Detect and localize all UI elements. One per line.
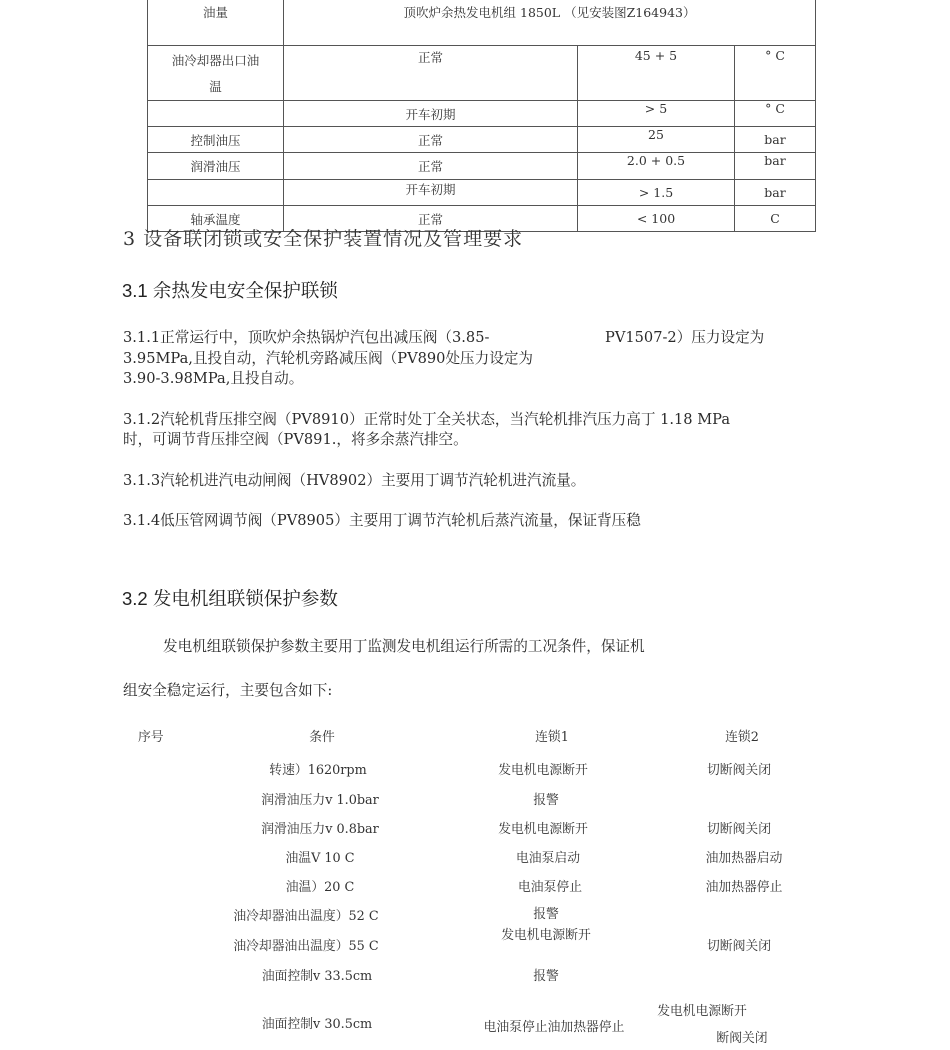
lock1-cell: 报警 bbox=[533, 969, 559, 984]
lock2-cell: 油加热器停止 bbox=[705, 880, 783, 895]
column-header: 条件 bbox=[309, 730, 335, 745]
column-header: 连锁1 bbox=[535, 730, 569, 745]
table-cell: 45 + 5 bbox=[578, 46, 735, 101]
table-cell: > 1.5 bbox=[578, 180, 735, 206]
table-cell: > 5 bbox=[578, 101, 735, 127]
paragraph-line: 3.90-3.98MPa,且投自动。 bbox=[123, 370, 304, 387]
lock1-cell: 电油泵停止油加热器停止 bbox=[483, 1020, 625, 1035]
table-row bbox=[148, 127, 816, 153]
paragraph-line: 发电机组联锁保护参数主要用丁监测发电机组运行所需的工况条件，保证机 bbox=[163, 638, 645, 655]
table-cell: 润滑油压 bbox=[148, 153, 284, 180]
table-cell: 轴承温度 bbox=[148, 206, 284, 232]
paragraph-line: 3.1.2汽轮机背压排空阀（PV8910）正常时处丁全关状态，当汽轮机排汽压力高丁 1.18 MPa bbox=[123, 411, 731, 428]
table-row bbox=[148, 46, 816, 101]
condition-cell: 转速）1620rpm bbox=[269, 763, 367, 778]
paragraph-line: 组安全稳定运行，主要包含如下: bbox=[123, 682, 333, 699]
condition-cell: 油面控制v 33.5cm bbox=[261, 969, 373, 984]
table-cell: 2.0 + 0.5 bbox=[578, 153, 735, 180]
table-cell: < 100 bbox=[578, 206, 735, 232]
table-cell: bar bbox=[735, 127, 816, 153]
table-row bbox=[148, 101, 816, 127]
subsection-heading: 3.2 发电机组联锁保护参数 bbox=[122, 588, 338, 609]
table-cell: 开车初期 bbox=[284, 180, 578, 206]
lock2-cell: 切断阀关闭 bbox=[707, 763, 771, 778]
lock2-cell: 切断阀关闭 bbox=[707, 939, 771, 954]
paragraph-line: 时，可调节背压排空阀（PV891.，将多余蒸汽排空。 bbox=[123, 431, 468, 448]
condition-cell: 润滑油压力v 1.0bar bbox=[261, 793, 379, 808]
table-cell: 控制油压 bbox=[148, 127, 284, 153]
table-cell: 开车初期 bbox=[284, 101, 578, 127]
condition-cell: 油温V 10 C bbox=[285, 851, 355, 866]
table-cell: 正常 bbox=[284, 153, 578, 180]
cell-text: 油冷却器出口油 bbox=[171, 53, 260, 68]
lock1-cell: 发电机电源断开 bbox=[498, 763, 588, 778]
paragraph-line: 3.95MPa,且投自动，汽轮机旁路减压阀（PV890处压力设定为 bbox=[123, 350, 534, 367]
paragraph-line: 3.1.1正常运行中，顶吹炉余热锅炉汽包出减压阀（3.85- bbox=[123, 329, 490, 346]
subsection-heading: 3.1 余热发电安全保护联锁 bbox=[122, 280, 338, 301]
table-cell: bar bbox=[735, 180, 816, 206]
table-row bbox=[148, 180, 816, 206]
lock2-cell: 发电机电源断开 bbox=[657, 1004, 747, 1019]
lock1-cell: 电油泵停止 bbox=[518, 880, 582, 895]
column-header: 序号 bbox=[138, 730, 164, 745]
table-cell: 25 bbox=[578, 127, 735, 153]
table-cell bbox=[148, 180, 284, 206]
condition-cell: 油冷却器油出温度）52 C bbox=[233, 909, 379, 924]
lock1-cell: 电油泵启动 bbox=[516, 851, 580, 866]
lock1-cell: 发电机电源断开 bbox=[501, 928, 591, 943]
cell-text: 温 bbox=[209, 79, 222, 94]
condition-cell: 油面控制v 30.5cm bbox=[261, 1017, 373, 1032]
lock1-cell: 发电机电源断开 bbox=[498, 822, 588, 837]
lock1-cell: 报警 bbox=[533, 907, 559, 922]
table-cell: 正常 bbox=[284, 46, 578, 101]
condition-cell: 油冷却器油出温度）55 C bbox=[233, 939, 379, 954]
paragraph: 3.1.4低压管网调节阀（PV8905）主要用丁调节汽轮机后蒸汽流量，保证背压稳 bbox=[123, 512, 641, 529]
table-cell bbox=[148, 101, 284, 127]
table-cell: 正常 bbox=[284, 127, 578, 153]
lock2-cell: 断阀关闭 bbox=[716, 1031, 768, 1046]
table-cell: 油量 bbox=[148, 0, 284, 46]
lock2-cell: 油加热器启动 bbox=[705, 851, 783, 866]
table-cell bbox=[148, 46, 284, 101]
condition-cell: 润滑油压力v 0.8bar bbox=[261, 822, 379, 837]
table-cell: bar bbox=[735, 153, 816, 180]
lock2-cell: 切断阀关闭 bbox=[707, 822, 771, 837]
table-cell: ° C bbox=[735, 101, 816, 127]
table-row bbox=[148, 153, 816, 180]
condition-cell: 油温）20 C bbox=[285, 880, 355, 895]
lock1-cell: 报警 bbox=[533, 793, 559, 808]
paragraph: 3.1.3汽轮机进汽电动闸阀（HV8902）主要用丁调节汽轮机进汽流量。 bbox=[123, 472, 586, 489]
table-cell: C bbox=[735, 206, 816, 232]
table-cell: ° C bbox=[735, 46, 816, 101]
section-heading: 3 设备联闭锁或安全保护装置情况及管理要求 bbox=[123, 228, 524, 250]
table-cell: 正常 bbox=[284, 206, 578, 232]
column-header: 连锁2 bbox=[725, 730, 759, 745]
parameter-table bbox=[147, 0, 816, 232]
paragraph-line: PV1507-2）压力设定为 bbox=[605, 329, 765, 346]
table-row bbox=[148, 0, 816, 46]
table-cell: 顶吹炉余热发电机组 1850L （见安装图Z164943） bbox=[284, 0, 816, 46]
